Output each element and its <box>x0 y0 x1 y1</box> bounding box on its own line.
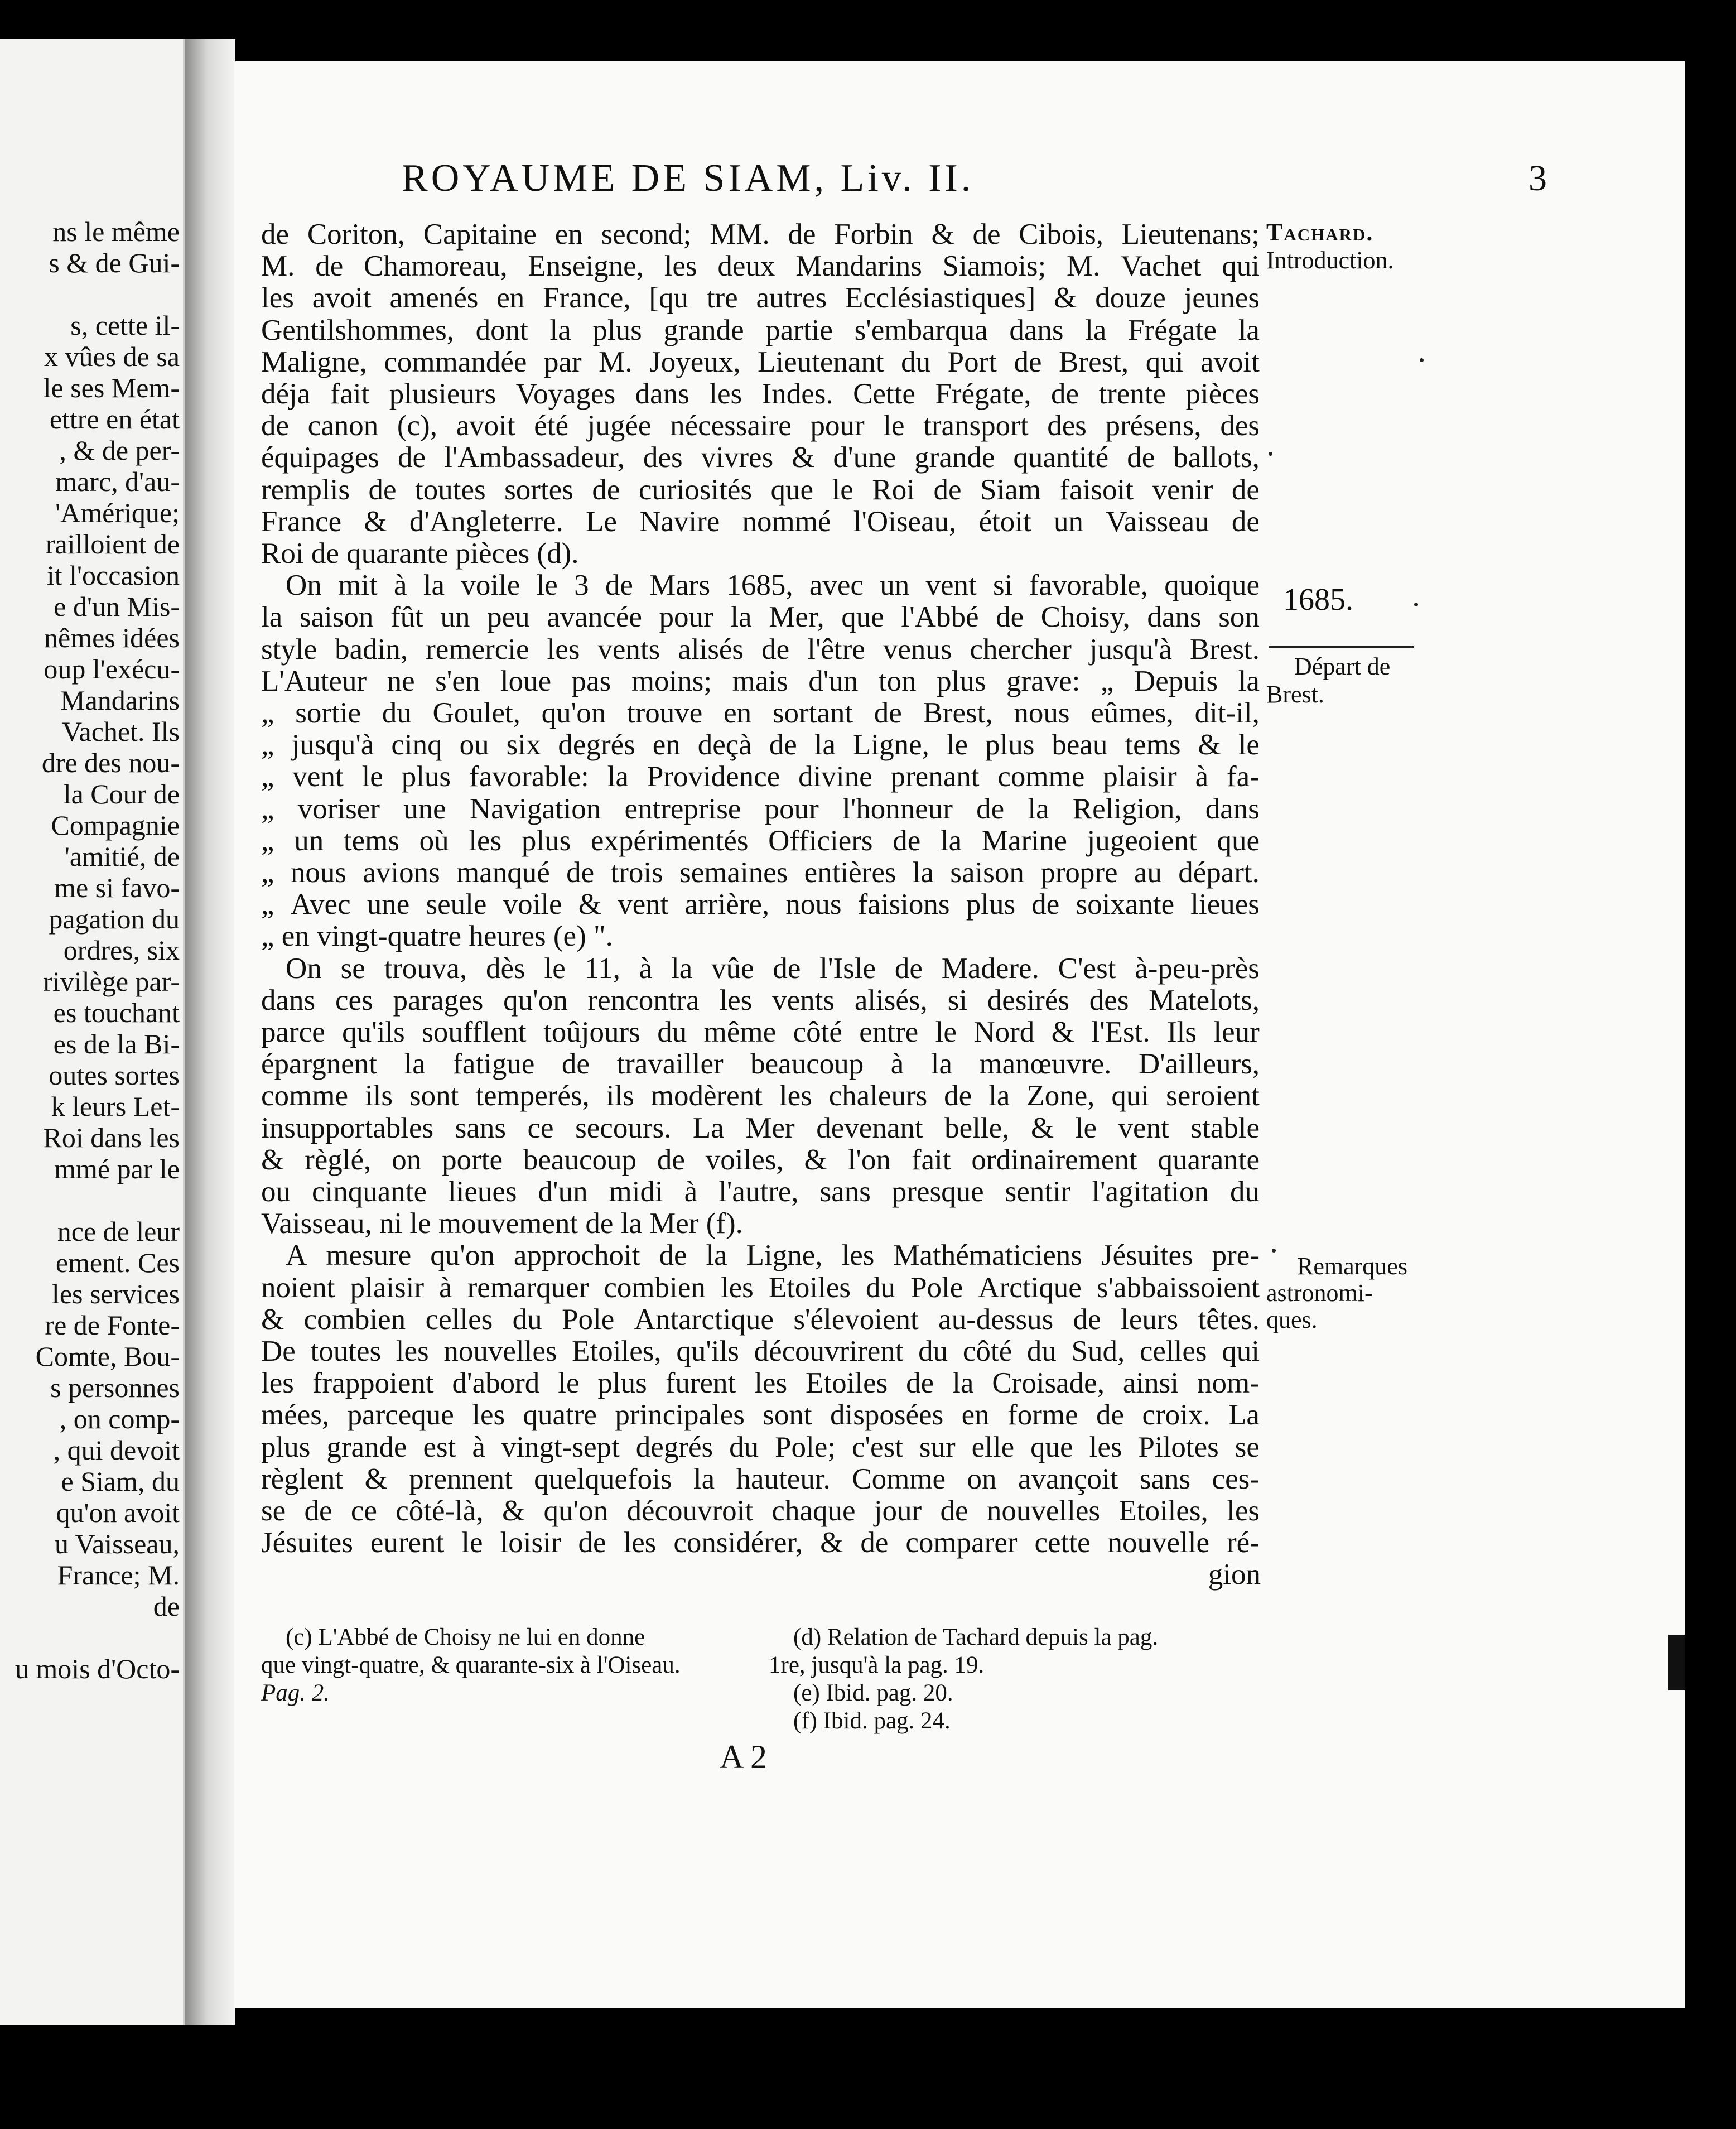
facing-page-line: mmé par le <box>54 1153 180 1184</box>
text-line: M. de Chamoreau, Enseigne, les deux Mandarins Siamois; M. Vachet qui <box>261 250 1260 282</box>
facing-page-line: ns le même <box>52 216 180 247</box>
text-line: „ un tems où les plus expérimentés Officiers de la Marine jugeoient que <box>261 825 1260 857</box>
facing-page-line: la Cour de <box>63 778 180 810</box>
text-line: „ en vingt-quatre heures (e) ". <box>261 920 613 952</box>
text-line: De toutes les nouvelles Etoiles, qu'ils découvrirent du côté du Sud, celles qui <box>261 1335 1260 1367</box>
facing-page-line: ordres, six <box>63 935 180 966</box>
book-gutter <box>185 39 235 2025</box>
facing-page-line: nêmes idées <box>44 622 180 653</box>
book-page <box>234 61 1685 2008</box>
text-line: insupportables sans ce secours. La Mer devenant belle, & le vent stable <box>261 1112 1260 1144</box>
facing-page-line: re de Fonte- <box>45 1309 180 1341</box>
facing-page-line: es de la Bi- <box>53 1028 180 1059</box>
text-line: & règlé, on porte beaucoup de voiles, & l'on fait ordinairement quarante <box>261 1144 1260 1176</box>
text-line: & combien celles du Pole Antarctique s'élevoient au-dessus de leurs têtes. <box>261 1303 1260 1336</box>
facing-page-line: Comte, Bou- <box>35 1341 180 1372</box>
facing-page-line: railloient de <box>45 528 180 560</box>
text-line: „ Avec une seule voile & vent arrière, nous faisions plus de soixante lieues <box>261 888 1260 921</box>
margin-introduction: Introduction. <box>1266 247 1394 274</box>
text-line: „ vent le plus favorable: la Providence divine prenant comme plaisir à fa- <box>261 760 1260 793</box>
footnote-c-line1: (c) L'Abbé de Choisy ne lui en donne <box>286 1624 645 1650</box>
margin-author: Tachard. <box>1266 219 1374 246</box>
text-line: les frappoient d'abord le plus furent les Etoiles de la Croisade, ainsi nom- <box>261 1367 1260 1399</box>
facing-page-line: e Siam, du <box>61 1466 180 1497</box>
text-line: France & d'Angleterre. Le Navire nommé l'Oiseau, étoit un Vaisseau de <box>261 505 1260 538</box>
page-number: 3 <box>1528 158 1547 199</box>
facing-page-line: s personnes <box>50 1372 180 1403</box>
facing-page-line: , on comp- <box>59 1403 180 1434</box>
facing-page-fragment <box>0 39 185 2025</box>
facing-page-line: , & de per- <box>59 435 180 466</box>
text-line: la saison fût un peu avancée pour la Mer, que l'Abbé de Choisy, dans son <box>261 601 1260 633</box>
facing-page-line: u Vaisseau, <box>54 1528 180 1559</box>
signature-mark: A 2 <box>720 1738 768 1775</box>
text-line: dans ces parages qu'on rencontra les vents alisés, si desirés des Matelots, <box>261 984 1260 1017</box>
margin-remarques-line2: astronomi- <box>1266 1279 1373 1307</box>
page-edge-mark <box>1668 1635 1685 1690</box>
footnote-d-line1: (d) Relation de Tachard depuis la pag. <box>793 1624 1159 1650</box>
text-line: L'Auteur ne s'en loue pas moins; mais d'un ton plus grave: „ Depuis la <box>261 665 1260 697</box>
facing-page-line: Vachet. Ils <box>61 716 180 747</box>
facing-page-line: k leurs Let- <box>51 1091 180 1122</box>
ink-speck <box>1420 358 1424 362</box>
margin-depart-line2: Brest. <box>1266 681 1324 708</box>
facing-page-line: les services <box>51 1278 180 1309</box>
facing-page-line: Roi dans les <box>43 1122 180 1153</box>
text-line: noient plaisir à remarquer combien les Etoiles du Pole Arctique s'abbaissoient <box>261 1271 1260 1304</box>
facing-page-line: de <box>153 1591 180 1622</box>
text-line: règlent & prennent quelquefois la hauteur. Comme on avançoit sans ces- <box>261 1463 1260 1495</box>
text-line: déja fait plusieurs Voyages dans les Indes. Cette Frégate, de trente pièces <box>261 378 1260 410</box>
ink-speck <box>1414 603 1418 606</box>
facing-page-line: dre des nou- <box>41 747 180 778</box>
text-line: remplis de toutes sortes de curiosités que le Roi de Siam faisoit venir de <box>261 474 1260 506</box>
facing-page-line: s & de Gui- <box>49 247 180 278</box>
facing-page-line: es touchant <box>53 997 180 1028</box>
text-line: se de ce côté-là, & qu'on découvroit chaque jour de nouvelles Etoiles, les <box>261 1495 1260 1527</box>
text-line: les avoit amenés en France, [qu tre autres Ecclésiastiques] & douze jeunes <box>261 282 1260 314</box>
facing-page-line: rivilège par- <box>43 966 180 997</box>
footnote-d-line2: 1re, jusqu'à la pag. 19. <box>769 1652 985 1678</box>
margin-year: 1685. <box>1283 582 1353 617</box>
text-line: „ jusqu'à cinq ou six degrés en deçà de la Ligne, le plus beau tems & le <box>261 729 1260 761</box>
text-line: comme ils sont temperés, ils modèrent les chaleurs de la Zone, qui seroient <box>261 1080 1260 1112</box>
text-line: équipages de l'Ambassadeur, des vivres & d'une grande quantité de ballots, <box>261 441 1260 474</box>
text-line: Gentilshommes, dont la plus grande partie s'embarqua dans la Frégate la <box>261 314 1260 346</box>
facing-page-line: Mandarins <box>60 685 180 716</box>
footnote-c-line2: que vingt-quatre, & quarante-six à l'Oiseau. <box>261 1652 681 1678</box>
facing-page-line: , qui devoit <box>53 1434 180 1466</box>
facing-page-line: ettre en état <box>49 403 180 435</box>
text-line: Roi de quarante pièces (d). <box>261 537 579 570</box>
text-line: A mesure qu'on approchoit de la Ligne, les Mathématiciens Jésuites pre- <box>286 1239 1260 1271</box>
footnote-c-line3: Pag. 2. <box>261 1680 330 1706</box>
facing-page-line: outes sortes <box>49 1059 180 1091</box>
facing-page-line: 'Amérique; <box>55 497 180 528</box>
margin-remarques-line3: ques. <box>1266 1306 1318 1333</box>
facing-page-line: oup l'exécu- <box>44 653 180 685</box>
facing-page-line: qu'on avoit <box>56 1497 180 1528</box>
text-line: Vaisseau, ni le mouvement de la Mer (f). <box>261 1207 743 1240</box>
facing-page-line: it l'occasion <box>46 560 180 591</box>
facing-page-line: ement. Ces <box>55 1247 180 1278</box>
facing-page-line: pagation du <box>49 903 180 935</box>
ink-speck <box>1272 1249 1276 1253</box>
text-line: style badin, remercie les vents alisés de l'être venus chercher jusqu'à Brest. <box>261 633 1260 666</box>
facing-page-line: s, cette il- <box>70 310 180 341</box>
facing-page-line: 'amitié, de <box>64 841 180 872</box>
facing-page-line: le ses Mem- <box>43 372 180 403</box>
text-line: plus grande est à vingt-sept degrés du Pole; c'est sur elle que les Pilotes se <box>261 1431 1260 1463</box>
ink-speck <box>1269 452 1272 456</box>
text-line: On mit à la voile le 3 de Mars 1685, avec un vent si favorable, quoique <box>286 569 1260 601</box>
text-line: Maligne, commandée par M. Joyeux, Lieutenant du Port de Brest, qui avoit <box>261 346 1260 378</box>
facing-page-line: France; M. <box>57 1559 180 1591</box>
text-line: épargnent la fatigue de travailler beaucoup à la manœuvre. D'ailleurs, <box>261 1048 1260 1080</box>
text-line: ou cinquante lieues d'un midi à l'autre, sans presque sentir l'agitation du <box>261 1176 1260 1208</box>
facing-page-line: nce de leur <box>57 1216 180 1247</box>
running-head: ROYAUME DE SIAM, Liv. II. <box>402 157 975 200</box>
text-line: „ nous avions manqué de trois semaines entières la saison propre au départ. <box>261 856 1260 889</box>
facing-page-line: marc, d'au- <box>55 466 180 497</box>
facing-page-line: u mois d'Octo- <box>15 1653 180 1684</box>
text-line: „ sortie du Goulet, qu'on trouve en sortant de Brest, nous eûmes, dit-il, <box>261 697 1260 729</box>
facing-page-line: x vûes de sa <box>44 341 180 372</box>
facing-page-line: me si favo- <box>54 872 180 903</box>
facing-page-line: Compagnie <box>51 810 180 841</box>
facing-page-line: e d'un Mis- <box>54 591 180 622</box>
text-line: gion <box>1208 1558 1261 1591</box>
footnote-e: (e) Ibid. pag. 20. <box>793 1680 953 1706</box>
margin-remarques-line1: Remarques <box>1297 1253 1407 1280</box>
text-line: parce qu'ils soufflent toûjours du même côté entre le Nord & l'Est. Ils leur <box>261 1016 1260 1048</box>
footnote-f: (f) Ibid. pag. 24. <box>793 1708 951 1734</box>
text-line: On se trouva, dès le 11, à la vûe de l'Isle de Madere. C'est à-peu-près <box>286 952 1260 985</box>
margin-depart-line1: Départ de <box>1294 653 1391 680</box>
text-line: Jésuites eurent le loisir de les considérer, & de comparer cette nouvelle ré- <box>261 1526 1260 1559</box>
text-line: mées, parceque les quatre principales sont disposées en forme de croix. La <box>261 1399 1260 1431</box>
text-line: de Coriton, Capitaine en second; MM. de Forbin & de Cibois, Lieutenans; <box>261 218 1260 251</box>
text-line: „ voriser une Navigation entreprise pour l'honneur de la Religion, dans <box>261 793 1260 825</box>
margin-rule <box>1269 646 1414 648</box>
text-line: de canon (c), avoit été jugée nécessaire pour le transport des présens, des <box>261 410 1260 442</box>
